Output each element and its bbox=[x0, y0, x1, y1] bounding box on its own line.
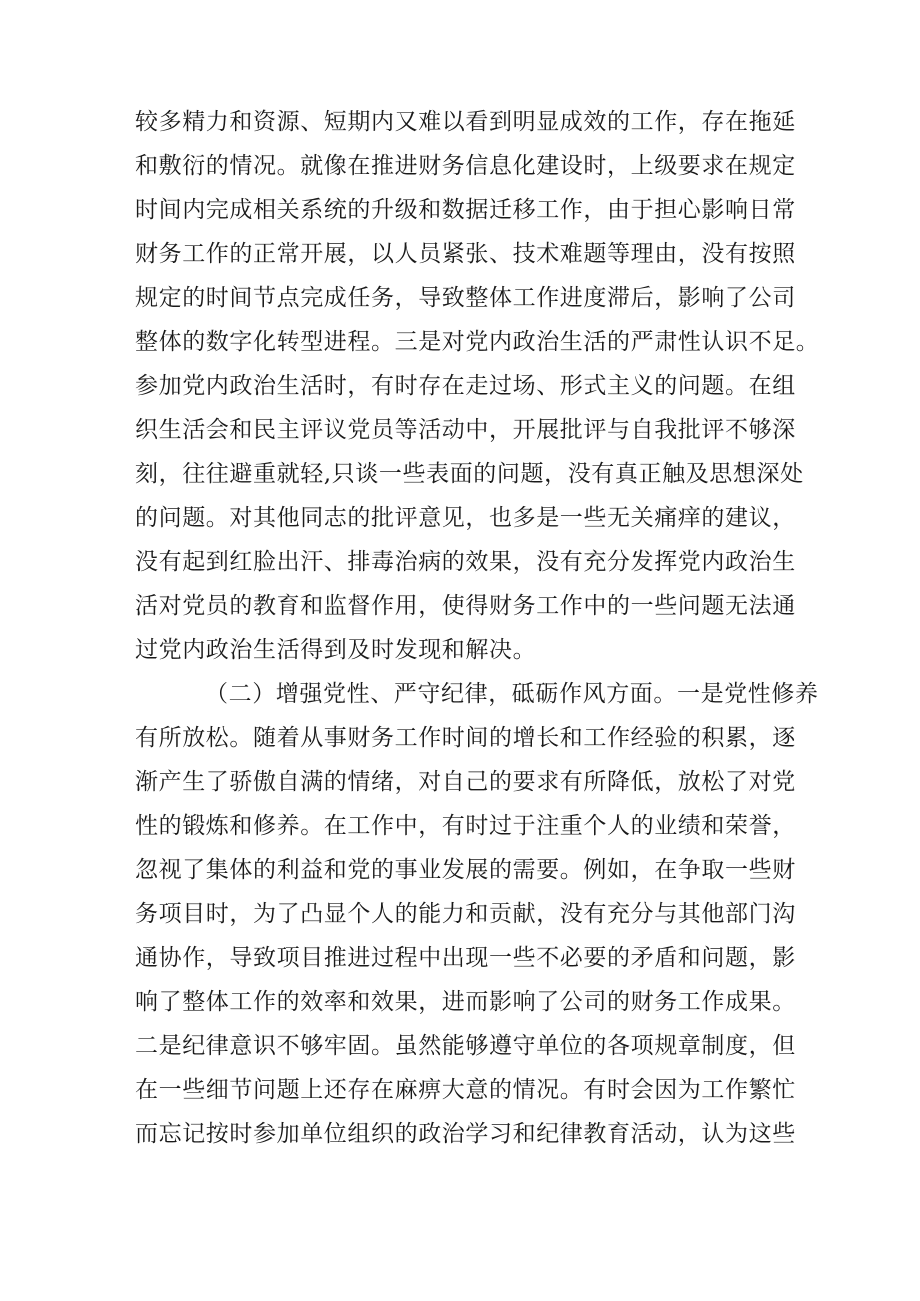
text-line: 的问题。对其他同志的批评意见，也多是一些无关痛痒的建议， bbox=[135, 505, 796, 531]
text-line: 没有起到红脸出汗、排毒治病的效果，没有充分发挥党内政治生 bbox=[135, 549, 796, 575]
text-line: 较多精力和资源、短期内又难以看到明显成效的工作，存在拖延 bbox=[135, 109, 796, 135]
text-line: 和敷衍的情况。就像在推进财务信息化建设时，上级要求在规定 bbox=[135, 153, 796, 179]
text-line: 通协作，导致项目推进过程中出现一些不必要的矛盾和问题，影 bbox=[135, 945, 796, 971]
text-line: 而忘记按时参加单位组织的政治学习和纪律教育活动，认为这些 bbox=[135, 1121, 796, 1147]
text-line: 规定的时间节点完成任务，导致整体工作进度滞后，影响了公司 bbox=[135, 285, 796, 311]
text-line: 刻，往往避重就轻,只谈一些表面的问题，没有真正触及思想深处 bbox=[135, 461, 804, 487]
text-line: 整体的数字化转型进程。三是对党内政治生活的严肃性认识不足。 bbox=[135, 329, 820, 355]
text-line: 织生活会和民主评议党员等活动中，开展批评与自我批评不够深 bbox=[135, 417, 796, 443]
text-line: 性的锻炼和修养。在工作中，有时过于注重个人的业绩和荣誉， bbox=[135, 813, 796, 839]
text-line: 在一些细节问题上还存在麻痹大意的情况。有时会因为工作繁忙 bbox=[135, 1077, 796, 1103]
text-line: 渐产生了骄傲自满的情绪，对自己的要求有所降低，放松了对党 bbox=[135, 769, 796, 795]
text-line: 活对党员的教育和监督作用，使得财务工作中的一些问题无法通 bbox=[135, 593, 796, 619]
text-line: 时间内完成相关系统的升级和数据迁移工作，由于担心影响日常 bbox=[135, 197, 796, 223]
text-line: 忽视了集体的利益和党的事业发展的需要。例如，在争取一些财 bbox=[135, 857, 796, 883]
text-line: 有所放松。随着从事财务工作时间的增长和工作经验的积累，逐 bbox=[135, 725, 796, 751]
text-line: 务项目时，为了凸显个人的能力和贡献，没有充分与其他部门沟 bbox=[135, 901, 796, 927]
text-line: 响了整体工作的效率和效果，进而影响了公司的财务工作成果。 bbox=[135, 989, 796, 1015]
text-line: 参加党内政治生活时，有时存在走过场、形式主义的问题。在组 bbox=[135, 373, 796, 399]
text-line: 二是纪律意识不够牢固。虽然能够遵守单位的各项规章制度，但 bbox=[135, 1033, 796, 1059]
text-line: 过党内政治生活得到及时发现和解决。 bbox=[135, 637, 537, 663]
section-heading-line: （二）增强党性、严守纪律，砥砺作风方面。一是党性修养 bbox=[205, 681, 819, 707]
text-line: 财务工作的正常开展，以人员紧张、技术难题等理由，没有按照 bbox=[135, 241, 796, 267]
